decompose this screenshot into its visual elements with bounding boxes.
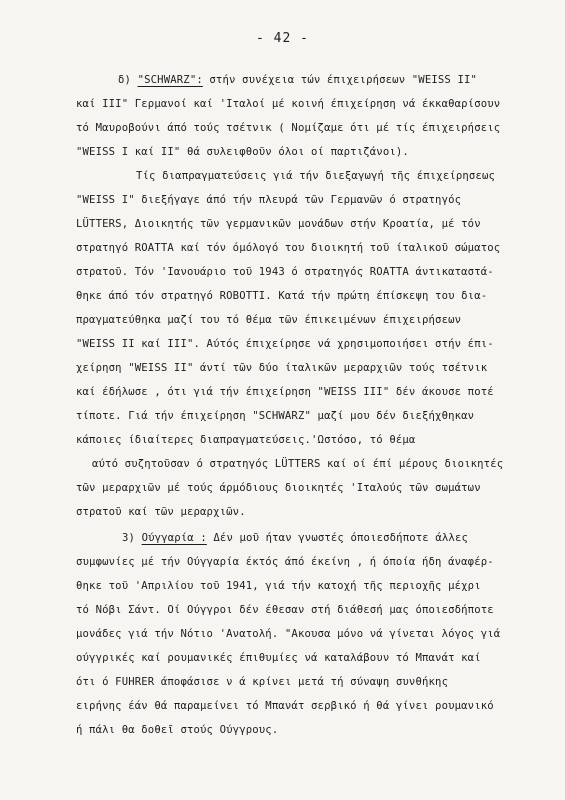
text-line: ειρήνης έάν θά παραμείνει τό Μπανάτ σερβικό ή θά γίνει ρουμανικό xyxy=(76,700,494,712)
section-d-marker: δ) xyxy=(118,74,138,86)
text-line: αύτό συζητοῦσαν ό στρατηγός LÜTTERS καί οί έπί μέρους διοικητές xyxy=(92,458,504,470)
section-3-title: Ούγγαρία : xyxy=(141,532,207,544)
text-line: "WEISS II καί III". Αύτός έπιχείρησε νά χρησιμοποιήσει στήν έπι- xyxy=(76,338,494,350)
text-line: τίποτε. Γιά τήν έπιχείρηση "SCHWARZ" μαζί μου δέν διεξήχθηκαν xyxy=(76,410,475,422)
text-line: "WEISS I καί II" θά συλειφθοῦν όλοι οί παρτιζάνοι). xyxy=(76,146,409,158)
section-3-marker: 3) xyxy=(122,532,142,544)
text-line: "WEISS I" διεξήγαγε άπό τήν πλευρά τῶν Γερμανῶν ό στρατηγός xyxy=(76,194,462,206)
text-line: πραγματεύθηκα μαζί του τό θέμα τῶν έπικειμένων έπιχειρήσεων xyxy=(76,314,462,326)
text-line: τό Νόβι Σάντ. Οί Ούγγροι δέν έθεσαν στή διάθεσή μας όποιεσδήποτε xyxy=(76,604,494,616)
text-line: ούγγρικές καί ρουμανικές έπιθυμίες νά καταλάβουν τό Μπανάτ καί xyxy=(76,652,481,664)
section-d-heading-text: στήν συνέχεια τών έπιχειρήσεων "WEISS II" xyxy=(202,74,478,86)
text-line: ότι ό FUHRER άποφάσισε ν ά κρίνει μετά τή σύναψη συνθήκης xyxy=(76,676,449,688)
page-number: - 42 - xyxy=(256,31,309,46)
text-line: Τίς διαπραγματεύσεις γιά τήν διεξαγωγή τῆς έπιχείρησεως xyxy=(136,170,496,182)
text-line: τό Μαυροβούνι άπό τούς τσέτνικ ( Νομίζαμε ότι μέ τίς έπιχειρήσεις xyxy=(76,122,501,134)
text-line: καί III" Γερμανοί καί 'Ιταλοί μέ κοινή έπιχείρηση νά έκκαθαρίσουν xyxy=(76,98,501,110)
text-line: ή πάλι θα δοθεῖ στούς Ούγγρους. xyxy=(76,724,279,736)
text-line: τῶν μεραρχιῶν μέ τούς άρμόδιους διοικητές 'Ιταλούς τῶν σωμάτων xyxy=(76,482,481,494)
text-line: κάποιες ίδιαίτερες διαπραγματεύσεις.'Ωστόσο, τό θέμα xyxy=(76,434,416,446)
text-line: στρατοῦ. Τόν 'Ιανουάριο τοῦ 1943 ό στρατηγός ROATTA άντικαταστά- xyxy=(76,266,494,278)
text-line: καί έδήλωσε , ότι γιά τήν έπιχείρηση "WEISS III" δέν άκουσε ποτέ xyxy=(76,386,494,398)
text-line: μονάδες γιά τήν Νότιο 'Ανατολή. "Ακουσα μόνο νά γίνεται λόγος γιά xyxy=(76,628,501,640)
text-line: στρατηγό ROATTA καί τόν όμόλογό του διοικητή τοῦ ίταλικοῦ σώματος xyxy=(76,242,501,254)
text-line: στρατοῦ καί τῶν μεραρχιῶν. xyxy=(76,506,246,518)
section-3-heading-line xyxy=(122,532,468,544)
section-3-heading-text: Δέν μοῦ ήταν γνωστές όποιεσδήποτε άλλες xyxy=(206,532,468,544)
section-d-heading-line xyxy=(118,74,477,86)
text-line: LÜTTERS, Διοικητής τῶν γερμανικῶν μονάδων στήν Κροατία, μέ τόν xyxy=(76,218,481,230)
text-line: συμφωνίες μέ τήν Ούγγαρία έκτός άπό έκείνη , ή όποία ήδη άναφέρ- xyxy=(76,556,494,568)
text-line: θηκε άπό τόν στρατηγό ROBOTTI. Κατά τήν πρώτη έπίσκεψη του δια- xyxy=(76,290,488,302)
text-line: θηκε τοῦ 'Απριλίου τοῦ 1941, γιά τήν κατοχή τῆς περιοχῆς μέχρι xyxy=(76,580,481,592)
text-line: χείρηση "WEISS II" άντί τῶν δύο ίταλικῶν μεραρχιῶν τούς τσέτνικ xyxy=(76,362,488,374)
section-d-title: "SCHWARZ": xyxy=(137,74,203,86)
